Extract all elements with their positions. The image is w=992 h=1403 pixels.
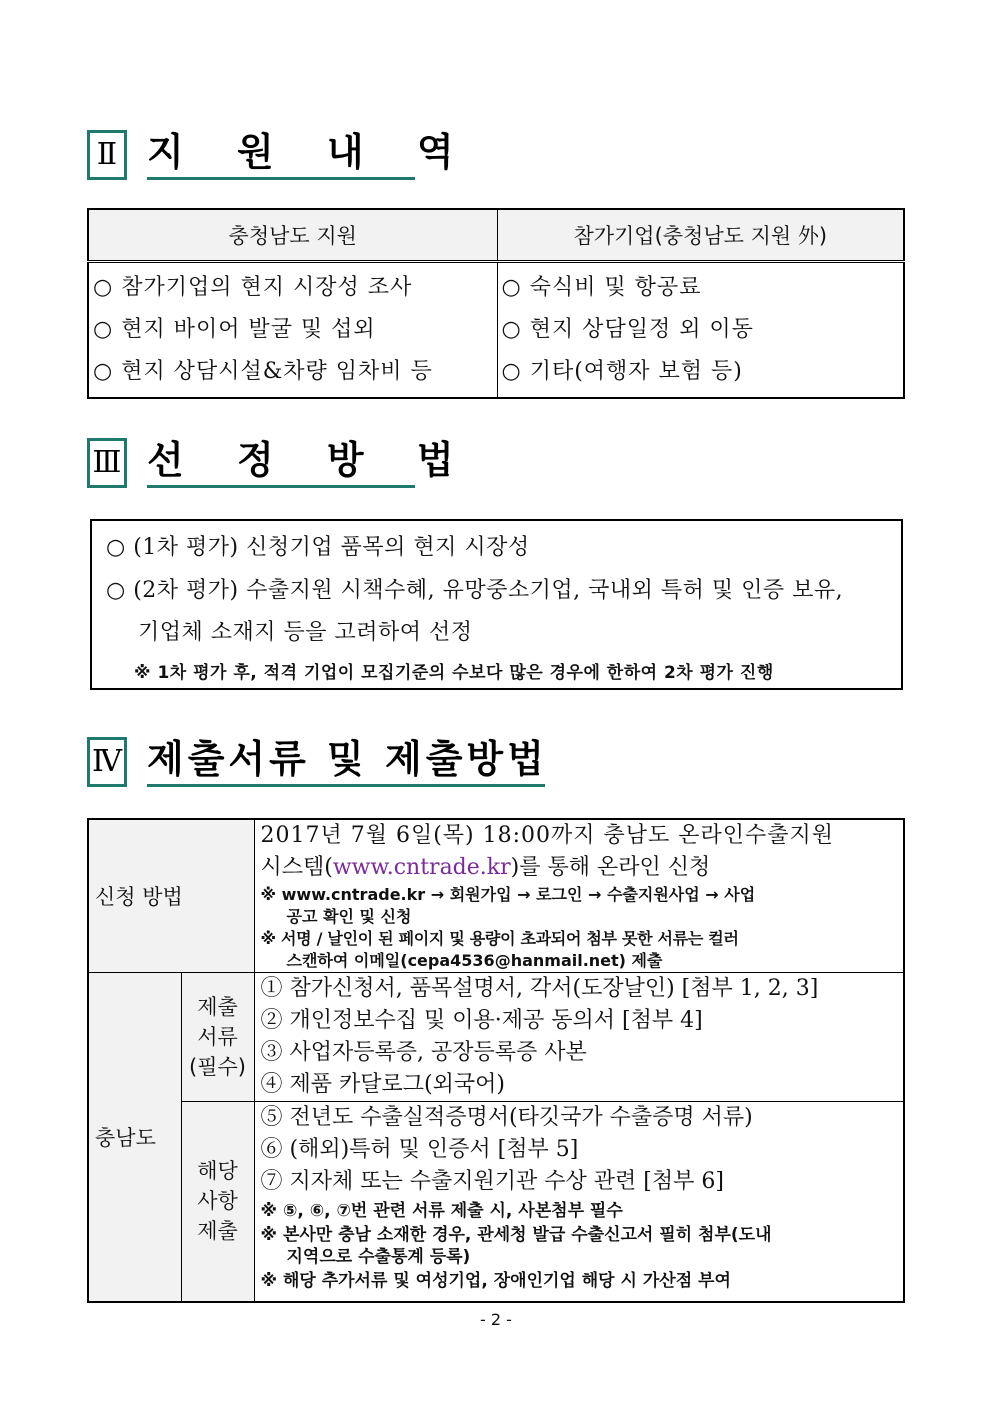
apply-system-line: [261, 852, 898, 884]
apply-method-label: 신청 방법: [88, 819, 254, 973]
apply-note-2-cont: 스캔하여 이메일(cepa4536@hanmail.net) 제출: [286, 951, 663, 970]
optional-note-3: ※ 해당 추가서류 및 여성기업, 장애인기업 해당 시 가산점 부여: [260, 1271, 731, 1291]
section3-title: 선 정 방 법: [147, 438, 415, 488]
support-table: [87, 208, 905, 399]
selection-note: ※ 1차 평가 후, 적격 기업이 모집기준의 수보다 많은 경우에 한하여 2차 평가 진행: [134, 663, 774, 683]
apply-line-suffix: )를 통해 온라인 신청: [510, 855, 711, 880]
section2-title: 지 원 내 역: [147, 130, 415, 180]
support-col1-item: ○ 현지 바이어 발굴 및 섭외: [93, 316, 376, 342]
section2-number: Ⅱ: [87, 130, 127, 180]
apply-note-1-cont: 공고 확인 및 신청: [286, 907, 412, 926]
required-doc-item: ③ 사업자등록증, 공장등록증 사본: [260, 1040, 587, 1065]
selection-line-3: 기업체 소재지 등을 고려하여 선정: [138, 620, 473, 645]
support-col2-item: ○ 숙식비 및 항공료: [501, 274, 702, 300]
apply-deadline: 2017년 7월 6일(목) 18:00까지 충남도 온라인수출지원: [260, 823, 835, 848]
selection-line-2: ○ (2차 평가) 수출지원 시책수혜, 유망중소기업, 국내외 특허 및 인증 보유,: [106, 578, 844, 603]
selection-line-1: ○ (1차 평가) 신청기업 품목의 현지 시장성: [106, 535, 530, 560]
optional-doc-item: ⑥ (해외)특허 및 인증서 [첨부 5]: [260, 1137, 579, 1162]
support-col1-item: ○ 현지 상담시설&차량 임차비 등: [93, 358, 433, 384]
apply-note-1: ※ www.cntrade.kr → 회원가입 → 로그인 → 수출지원사업 → 사업: [260, 885, 756, 904]
cntrade-link[interactable]: www.cntrade.kr: [332, 855, 511, 880]
optional-doc-item: ⑦ 지자체 또는 수출지원기관 수상 관련 [첨부 6]: [260, 1169, 724, 1194]
apply-note-2: ※ 서명 / 날인이 된 페이지 및 용량이 초과되어 첨부 못한 서류는 컬러: [260, 929, 739, 948]
optional-docs-label: 해당 사항 제출: [181, 1102, 254, 1302]
section4-title: 제출서류 및 제출방법: [147, 737, 545, 787]
required-doc-item: ① 참가신청서, 품목설명서, 각서(도장날인) [첨부 1, 2, 3]: [260, 976, 819, 1001]
region-label: 충남도: [88, 973, 181, 1302]
submission-table: [87, 818, 905, 1303]
support-col2-header: 참가기업(충청남도 지원 外): [497, 209, 904, 261]
page-number: - 2 -: [480, 1310, 512, 1329]
apply-method-cell: [254, 819, 904, 973]
optional-doc-item: ⑤ 전년도 수출실적증명서(타깃국가 수출증명 서류): [260, 1105, 753, 1130]
support-col1-header: 충청남도 지원: [88, 209, 497, 261]
optional-docs-cell: [254, 1102, 904, 1302]
optional-note-2: ※ 본사만 충남 소재한 경우, 관세청 발급 수출신고서 필히 첨부(도내: [260, 1225, 772, 1245]
required-docs-label: 제출 서류 (필수): [181, 973, 254, 1102]
required-docs-cell: [254, 973, 904, 1102]
required-doc-item: ② 개인정보수집 및 이용·제공 동의서 [첨부 4]: [260, 1008, 703, 1033]
section3-number: Ⅲ: [87, 438, 127, 488]
support-col1-item: ○ 참가기업의 현지 시장성 조사: [93, 274, 413, 300]
section4-number: Ⅳ: [87, 737, 127, 787]
support-col2-item: ○ 현지 상담일정 외 이동: [501, 316, 754, 342]
support-col2-cell: [497, 261, 904, 398]
optional-note-1: ※ ⑤, ⑥, ⑦번 관련 서류 제출 시, 사본첨부 필수: [260, 1201, 623, 1221]
support-col2-item: ○ 기타(여행자 보험 등): [501, 358, 743, 384]
support-col1-cell: [88, 261, 497, 398]
apply-line-prefix: 시스템(: [260, 855, 333, 880]
required-doc-item: ④ 제품 카달로그(외국어): [260, 1072, 505, 1097]
optional-note-2-cont: 지역으로 수출통계 등록): [286, 1247, 471, 1267]
selection-method-box: [90, 519, 903, 690]
